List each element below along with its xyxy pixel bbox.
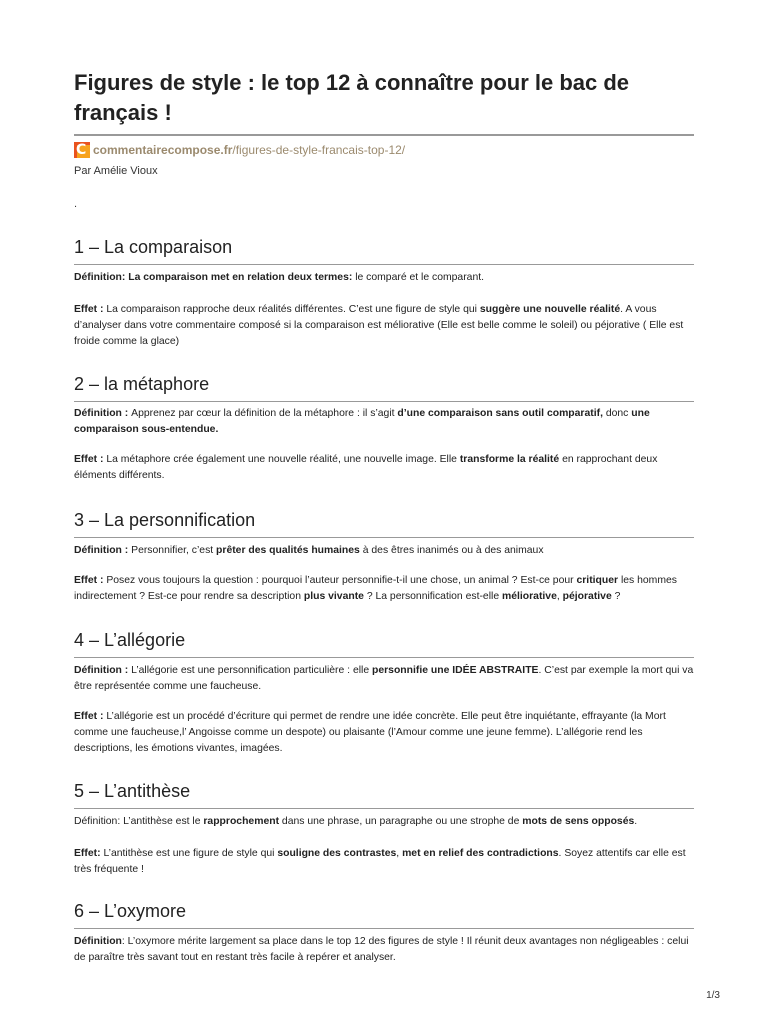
bold-text: péjorative [562,591,612,602]
section-heading: 1 – La comparaison [74,237,233,257]
section-2 [74,371,694,481]
section-divider [74,657,694,658]
text: ? [611,591,621,602]
source-link[interactable] [74,141,405,158]
bold-text: une comparaison sous-entendue. [74,408,650,435]
text: en rapprochant deux éléments différents. [74,454,658,481]
bold-text: Définition : [74,545,132,556]
section-heading: 6 – L’oxymore [74,901,187,921]
author-line: Par Amélie Vioux [74,165,158,177]
text: Personnifier, c’est [131,545,217,556]
bold-text: Effet : [74,304,107,315]
source-path[interactable]: /figures-de-style-francais-top-12/ [232,142,406,157]
bold-text: La comparaison met en relation deux termes: [128,272,353,283]
bold-text: met en relief des contradictions [402,848,559,859]
source-domain[interactable]: commentairecompose.fr [93,142,233,157]
bold-text: Définition : [74,408,132,419]
page-number: 1/3 [706,990,720,1001]
definition-paragraph [74,934,694,966]
definition-paragraph [74,814,694,830]
section-6 [74,898,694,963]
bold-text: suggère une nouvelle réalité [479,304,621,315]
section-heading: 5 – L’antithèse [74,781,191,801]
text: . A vous d’analyser dans votre commentaire composé si la comparaison est méliorative (Elle est belle comme le soleil) ou péjorative ( Elle est froide comme la glace) [74,304,684,347]
definition-paragraph [74,270,694,286]
effect-paragraph [74,573,694,605]
text: La métaphore crée également une nouvelle réalité, une nouvelle image. Elle [106,454,460,465]
bold-text: mots de sens opposés [522,816,635,827]
separator-dot: . [74,198,78,210]
text: Posez vous toujours la question : pourquoi l’auteur personnifie-t-il une chose, un animal ? Est-ce pour [106,575,577,586]
section-divider [74,401,694,402]
section-5 [74,778,694,875]
text: Apprenez par cœur la définition de la métaphore : il s’agit [131,408,398,419]
bold-text: Définition: [74,272,129,283]
section-1 [74,234,694,347]
bold-text: Effet : [74,454,107,465]
section-heading: 2 – la métaphore [74,374,210,394]
section-3 [74,507,694,602]
effect-paragraph [74,452,694,484]
bold-text: souligne des contrastes [277,848,397,859]
bold-text: transforme la réalité [459,454,560,465]
text: . Soyez attentifs car elle est très fréquente ! [74,848,686,875]
text: dans une phrase, un paragraphe ou une strophe de [279,816,523,827]
bold-text: plus vivante [303,591,364,602]
section-divider [74,808,694,809]
text: ? La personnification est-elle [363,591,502,602]
text: L’antithèse est une figure de style qui [100,848,278,859]
text: . C’est par exemple la mort qui va être représentée comme une faucheuse. [74,665,694,692]
bold-text: méliorative [501,591,557,602]
section-divider [74,928,694,929]
effect-paragraph [74,302,694,350]
text: donc [602,408,632,419]
section-4 [74,627,694,754]
effect-paragraph [74,846,694,878]
text: Définition: L’antithèse est le [74,816,204,827]
bold-text: Effet: [74,848,101,859]
bold-text: Effet : [74,575,107,586]
bold-text: d’une comparaison sans outil comparatif, [397,408,603,419]
definition-paragraph [74,406,694,438]
text: le comparé et le comparant. [352,272,484,283]
title-divider [74,134,694,136]
site-logo-icon: C [74,142,90,158]
bold-text: Définition : [74,665,132,676]
page-title: Figures de style : le top 12 à connaître pour le bac de français ! [74,70,630,125]
section-heading: 3 – La personnification [74,510,256,530]
text: les hommes indirectement ? Est-ce pour rendre sa description [74,575,677,602]
bold-text: critiquer [576,575,619,586]
bold-text: Définition [74,936,122,947]
text: à des êtres inanimés ou à des animaux [359,545,544,556]
bold-text: prêter des qualités humaines [216,545,360,556]
bold-text: rapprochement [203,816,280,827]
text: , [556,591,563,602]
bold-text: Effet : [74,711,107,722]
section-divider [74,264,694,265]
definition-paragraph [74,663,694,695]
effect-paragraph [74,709,694,757]
section-divider [74,537,694,538]
text: La comparaison rapproche deux réalités différentes. C’est une figure de style qui [106,304,480,315]
text: L’allégorie est un procédé d’écriture qui permet de rendre une idée concrète. Elle peut être inquiétante, effrayante (la Mort comme une faucheuse,l’ Angoisse comme un despote) ou plaisante (l’Amour comme une jeune femme). L’allégorie rend les descriptions, les émotions vivantes, imagées. [74,711,666,754]
text: L’allégorie est une personnification particulière : elle [131,665,373,676]
text: , [396,848,403,859]
text: : L’oxymore mérite largement sa place dans le top 12 des figures de style ! Il réunit deux avantages non négligeables : celui de paraître très savant tout en restant très facile à repérer et analyser. [74,936,689,963]
bold-text: personnifie une IDÉE ABSTRAITE [372,665,539,676]
text: . [634,816,638,827]
definition-paragraph [74,543,694,559]
section-heading: 4 – L’allégorie [74,630,186,650]
